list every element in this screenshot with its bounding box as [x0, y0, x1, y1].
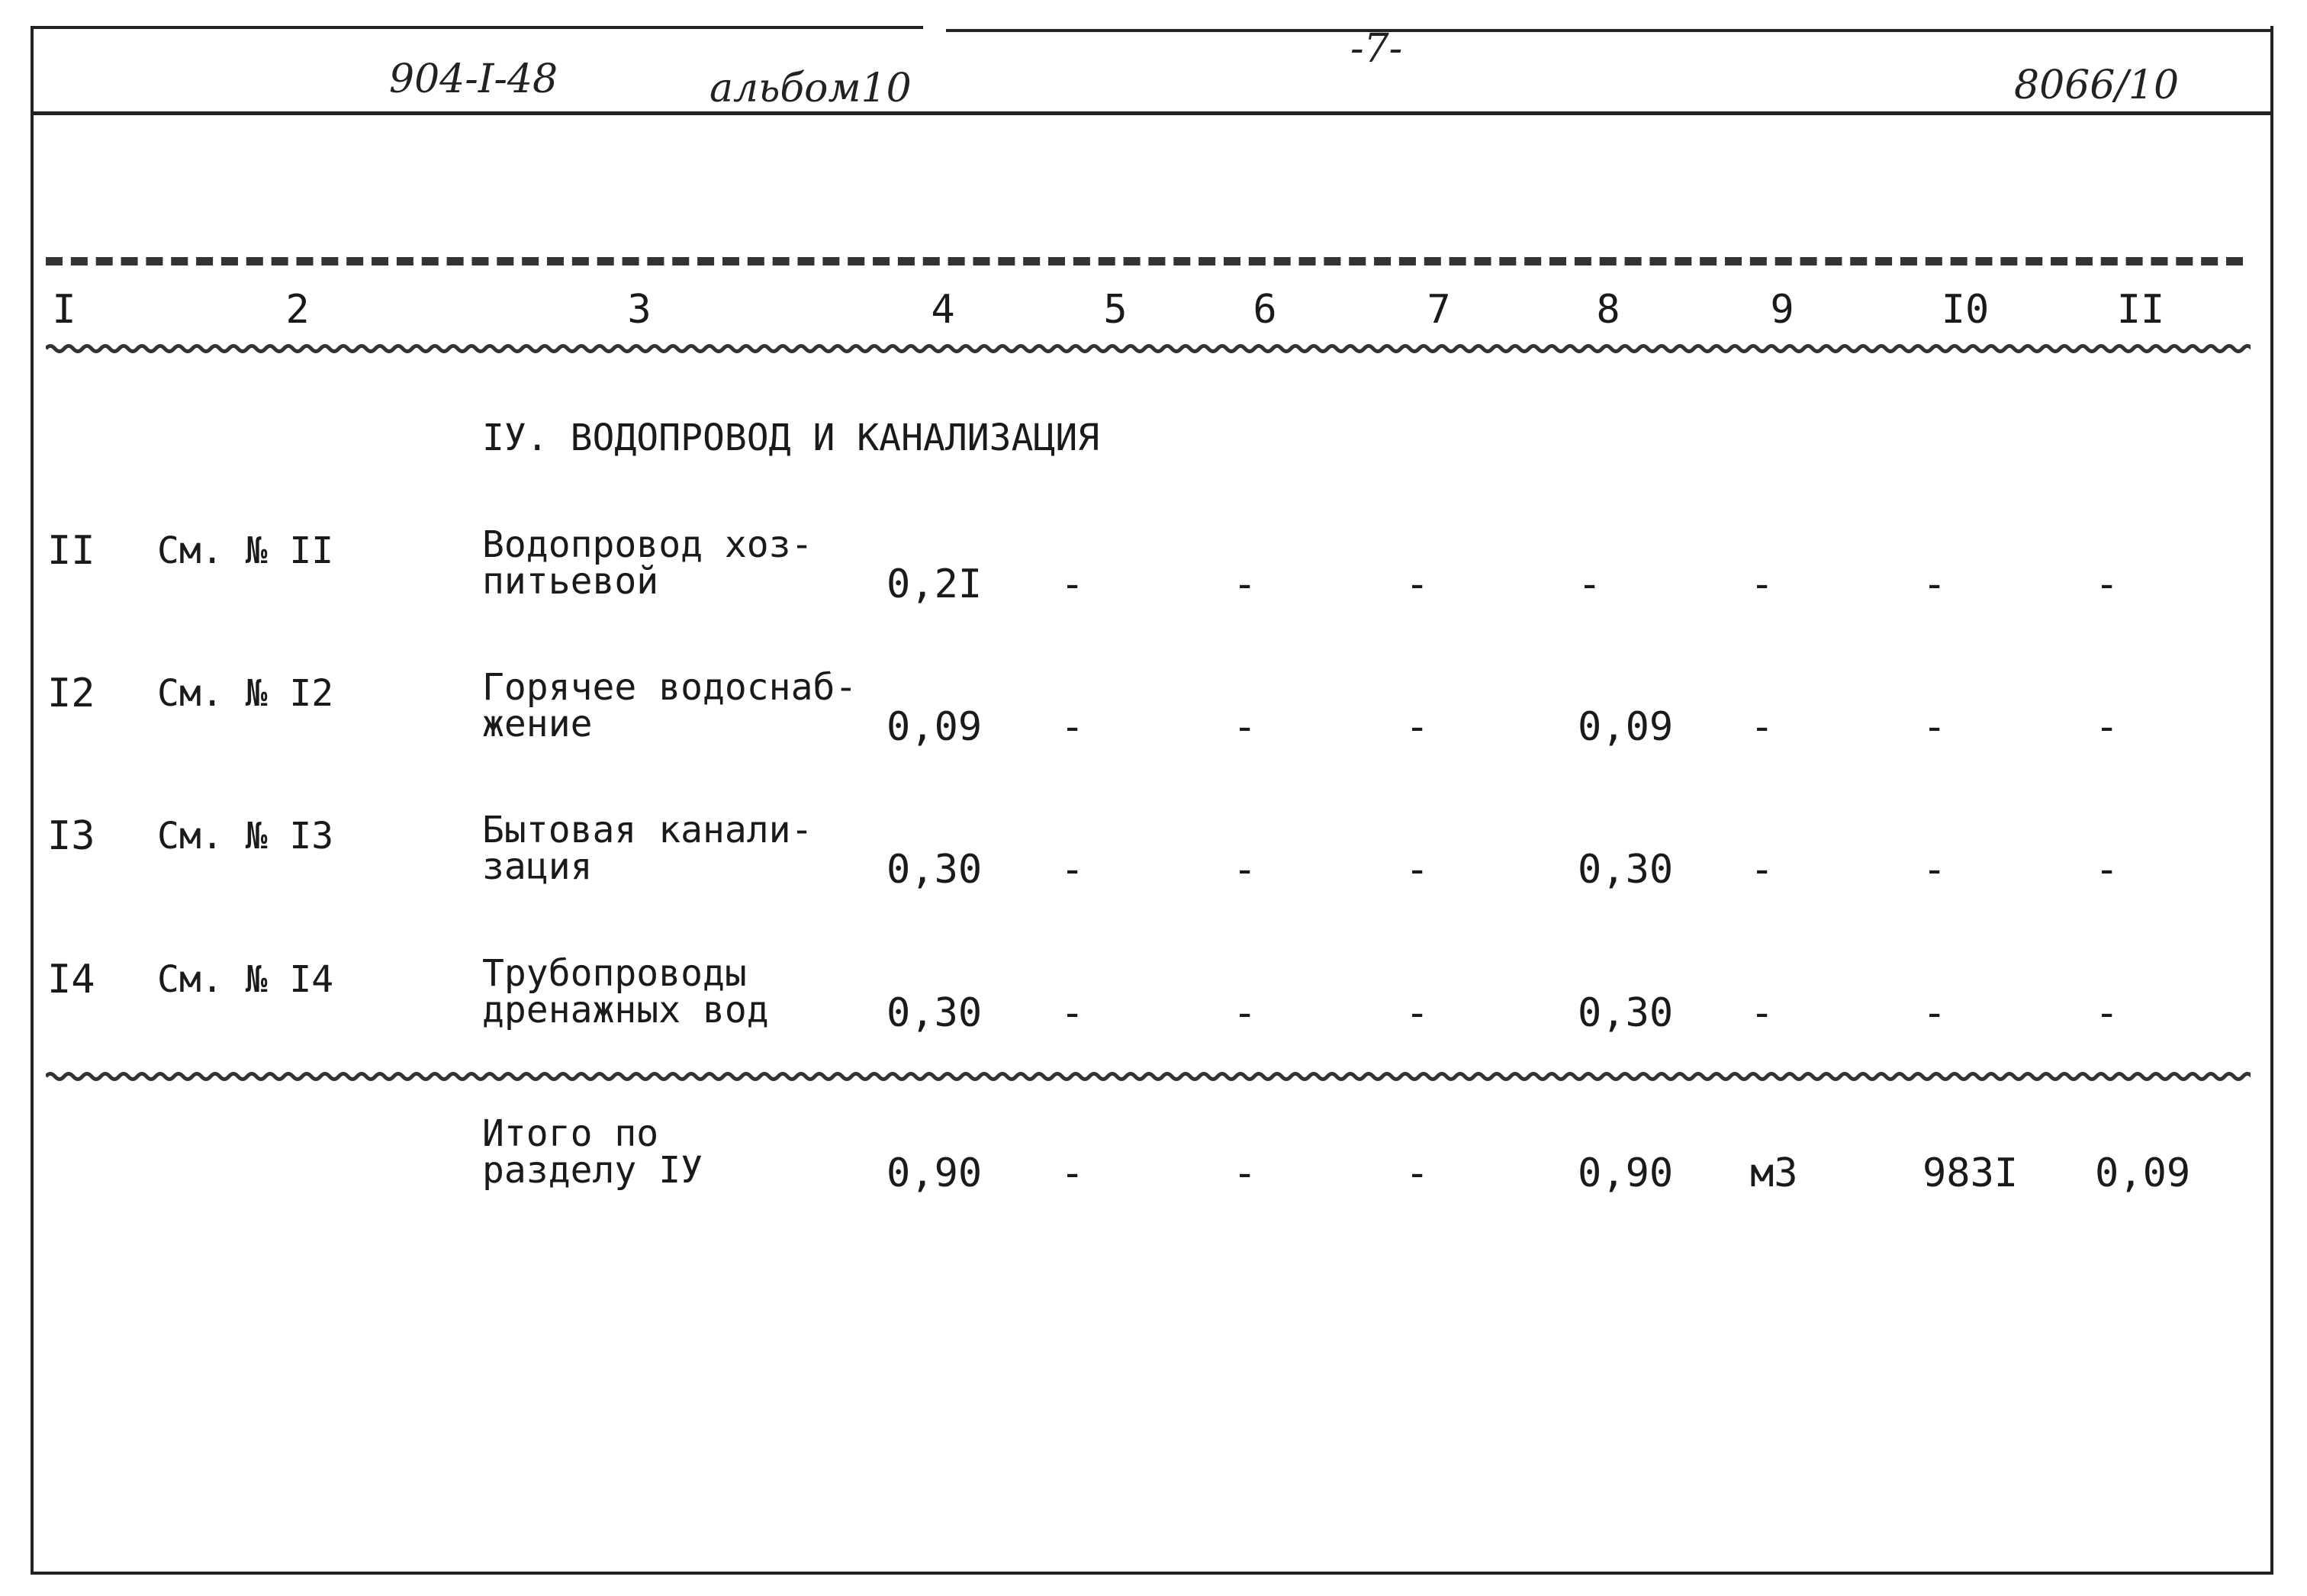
row-name-line: Трубопроводы — [482, 952, 747, 995]
total-value: м3 — [1750, 1150, 1798, 1196]
row-reference: См. № II — [157, 529, 334, 572]
row-name-line: жение — [482, 703, 593, 745]
row-name — [482, 666, 857, 745]
row-name-line: питьевой — [482, 560, 659, 603]
total-value: - — [1233, 1150, 1257, 1196]
row-value: 0,09 — [886, 704, 983, 750]
row-value: - — [1233, 704, 1257, 750]
column-number: 7 — [1427, 287, 1451, 333]
frame-left-border — [31, 26, 34, 1575]
row-name-line: зация — [482, 845, 593, 888]
row-value: 0,30 — [886, 847, 983, 893]
column-number: 5 — [1103, 287, 1128, 333]
frame-top-border — [31, 26, 923, 29]
row-value: - — [1922, 561, 1947, 607]
column-number: 3 — [627, 287, 652, 333]
row-value: 0,30 — [1578, 847, 1674, 893]
column-number: II — [2116, 287, 2165, 333]
table-row — [0, 952, 2307, 1047]
column-number: I0 — [1941, 287, 1990, 333]
row-name — [482, 523, 813, 603]
row-number: I4 — [47, 957, 95, 1002]
album-label: альбом10 — [709, 66, 912, 111]
row-value: - — [1750, 847, 1774, 893]
total-value: 0,90 — [886, 1150, 983, 1196]
row-name-line: Водопровод хоз- — [482, 523, 813, 566]
row-reference: См. № I4 — [157, 958, 334, 1001]
row-value: - — [1405, 561, 1430, 607]
row-value: - — [1060, 704, 1085, 750]
row-value: - — [1233, 847, 1257, 893]
page-number: -7- — [1350, 26, 1403, 72]
column-header-dashed-rule — [46, 257, 2243, 265]
table-row — [0, 809, 2307, 903]
column-number: 4 — [931, 287, 955, 333]
row-value: - — [2095, 847, 2119, 893]
row-number: I2 — [47, 671, 95, 716]
row-value: - — [1922, 704, 1947, 750]
row-value: - — [1578, 561, 1602, 607]
row-value: - — [1922, 847, 1947, 893]
row-reference: См. № I3 — [157, 815, 334, 858]
document-code: 904-I-48 — [389, 56, 558, 102]
column-number: 9 — [1770, 287, 1794, 333]
total-value: - — [1060, 1150, 1085, 1196]
row-value: 0,30 — [886, 990, 983, 1036]
total-value: 983I — [1922, 1150, 2019, 1196]
total-value: 0,90 — [1578, 1150, 1674, 1196]
total-label-line: Итого по — [482, 1112, 659, 1155]
total-label — [482, 1112, 703, 1192]
row-name — [482, 809, 813, 888]
row-value: - — [2095, 704, 2119, 750]
table-row — [0, 666, 2307, 761]
column-number: 2 — [285, 287, 310, 333]
table-row — [0, 523, 2307, 618]
row-value: - — [1060, 990, 1085, 1036]
row-value: - — [1233, 990, 1257, 1036]
column-number: 8 — [1596, 287, 1620, 333]
wavy-rule — [46, 1070, 2251, 1083]
wavy-rule — [46, 342, 2251, 356]
frame-right-border — [2270, 26, 2273, 1575]
row-value: - — [1060, 561, 1085, 607]
row-value: - — [1750, 990, 1774, 1036]
row-value: - — [1233, 561, 1257, 607]
total-value: - — [1405, 1150, 1430, 1196]
row-value: - — [1405, 704, 1430, 750]
total-value: 0,09 — [2095, 1150, 2191, 1196]
row-number: II — [47, 528, 95, 574]
row-value: - — [1405, 847, 1430, 893]
total-row — [0, 1112, 2307, 1207]
row-value: 0,2I — [886, 561, 983, 607]
row-value: - — [1922, 990, 1947, 1036]
column-number: I — [52, 287, 76, 333]
row-value: 0,09 — [1578, 704, 1674, 750]
row-number: I3 — [47, 813, 95, 859]
frame-bottom-border — [31, 1572, 2273, 1575]
section-title: IУ. ВОДОПРОВОД И КАНАЛИЗАЦИЯ — [482, 417, 1100, 459]
row-value: 0,30 — [1578, 990, 1674, 1036]
row-value: - — [2095, 990, 2119, 1036]
frame-top-border — [946, 29, 2273, 32]
inventory-number: 8066/10 — [2014, 63, 2180, 108]
total-label-line: разделу IУ — [482, 1149, 703, 1192]
row-value: - — [1750, 704, 1774, 750]
row-value: - — [1060, 847, 1085, 893]
header-divider — [31, 111, 2273, 115]
row-name — [482, 952, 769, 1031]
row-name-line: дренажных вод — [482, 989, 769, 1031]
column-number: 6 — [1253, 287, 1277, 333]
row-value: - — [2095, 561, 2119, 607]
row-name-line: Бытовая канали- — [482, 809, 813, 851]
row-name-line: Горячее водоснаб- — [482, 666, 857, 709]
row-value: - — [1405, 990, 1430, 1036]
row-reference: См. № I2 — [157, 672, 334, 715]
row-value: - — [1750, 561, 1774, 607]
